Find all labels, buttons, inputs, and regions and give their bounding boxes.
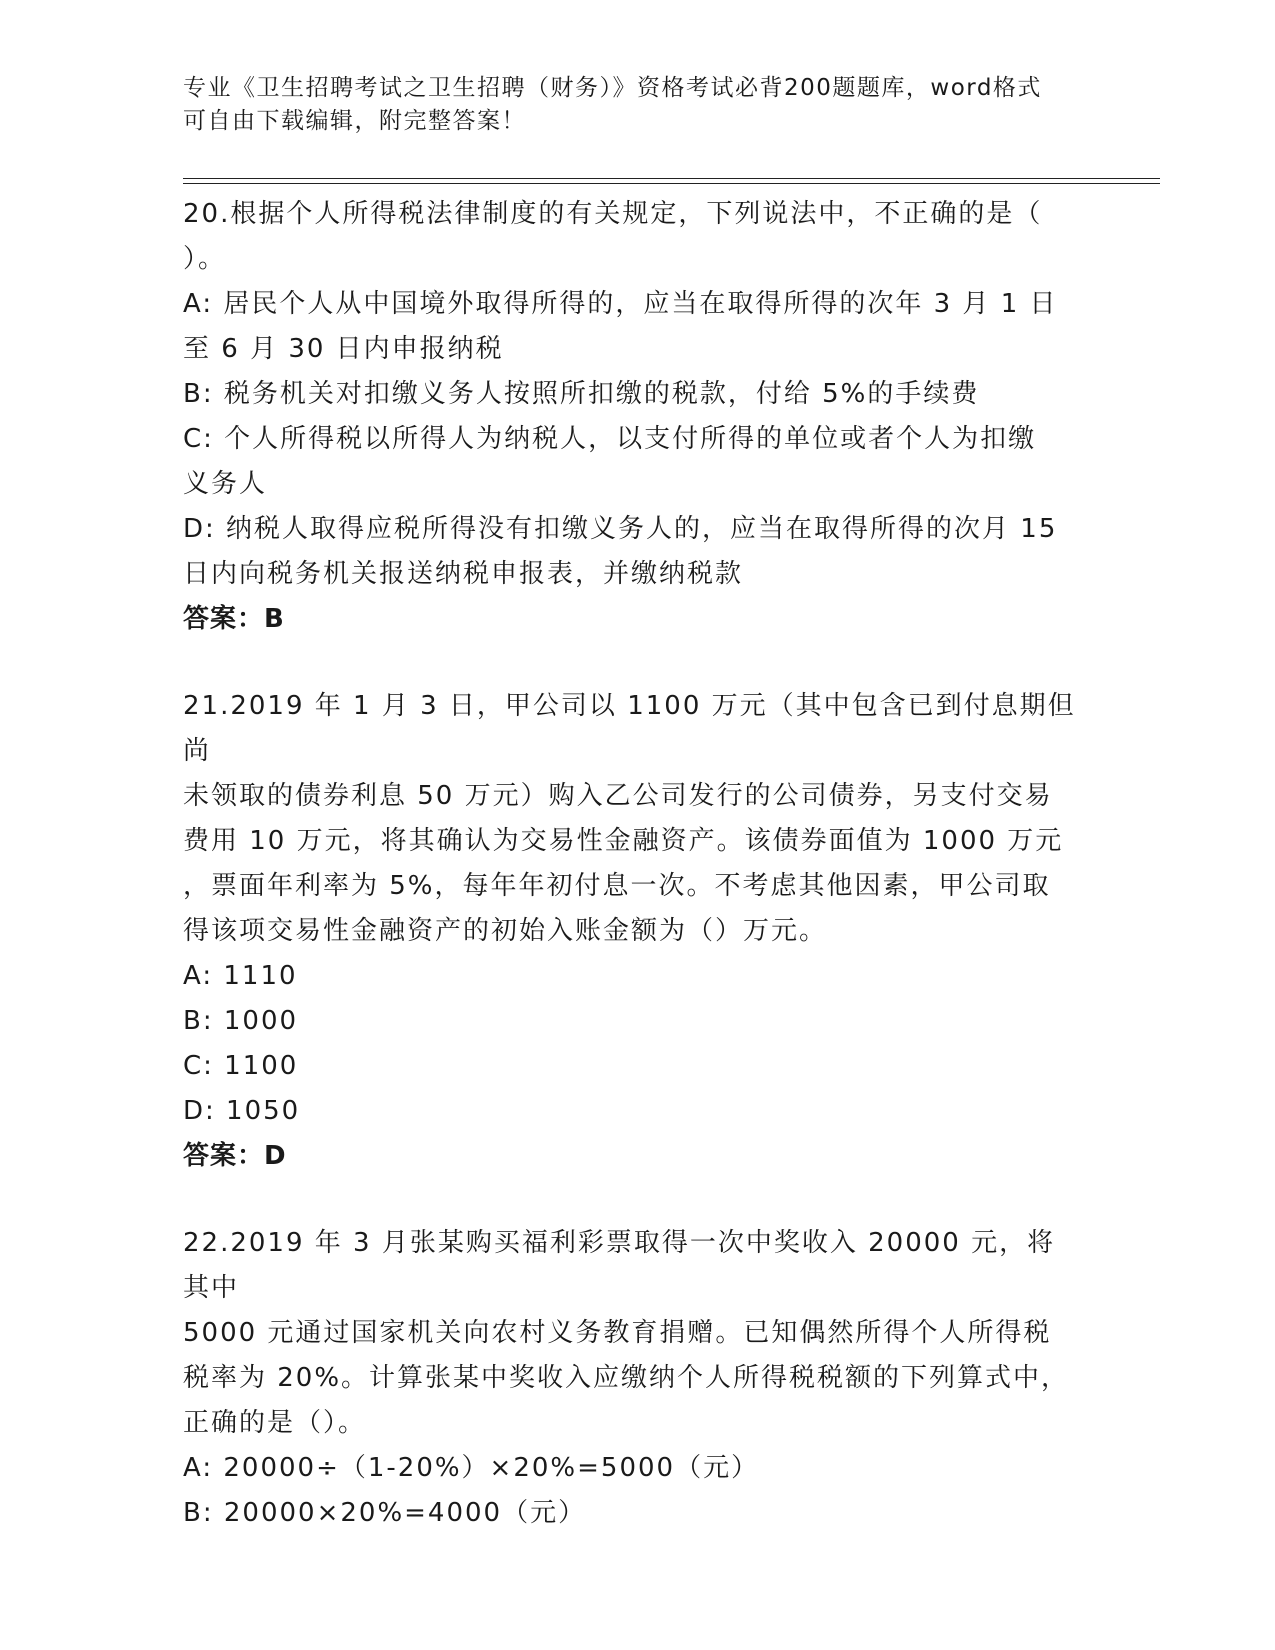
header-divider-top	[183, 178, 1160, 179]
answer-label: 答案：D	[183, 1141, 287, 1171]
header-line-1: 专业《卫生招聘考试之卫生招聘（财务）》资格考试必背200题题库，word格式	[183, 75, 1042, 101]
document-header	[183, 72, 1063, 138]
option-b-line: B: 1000	[183, 1006, 299, 1036]
option-c-line: C: 1100	[183, 1051, 299, 1081]
option-a-line: 至 6 月 30 日内申报纳税	[183, 334, 504, 364]
question-text-line: ）。	[183, 244, 227, 274]
option-a-line: A: 20000÷（1-20%）×20%=5000（元）	[183, 1453, 760, 1483]
option-b-line: B: 20000×20%=4000（元）	[183, 1498, 587, 1528]
option-b-line: B: 税务机关对扣缴义务人按照所扣缴的税款，付给 5%的手续费	[183, 379, 980, 409]
question-text-line: 20.根据个人所得税法律制度的有关规定，下列说法中，不正确的是（	[183, 199, 1043, 229]
question-spacer	[183, 1179, 1083, 1221]
answer-label: 答案：B	[183, 604, 285, 634]
question-text-line: 5000 元通过国家机关向农村义务教育捐赠。已知偶然所得个人所得税	[183, 1318, 1052, 1348]
question-text-line: 费用 10 万元，将其确认为交易性金融资产。该债券面值为 1000 万元	[183, 826, 1064, 856]
question-text-line: 21.2019 年 1 月 3 日，甲公司以 1100 万元（其中包含已到付息期但尚	[183, 691, 1076, 766]
question-20	[183, 192, 1083, 642]
option-d-line: 日内向税务机关报送纳税申报表，并缴纳税款	[183, 559, 744, 589]
option-d-line: D: 1050	[183, 1096, 301, 1126]
header-divider-bottom	[183, 183, 1160, 184]
question-text-line: 22.2019 年 3 月张某购买福利彩票取得一次中奖收入 20000 元，将其中	[183, 1228, 1056, 1303]
question-list	[183, 192, 1083, 1536]
question-22	[183, 1221, 1083, 1536]
question-spacer	[183, 642, 1083, 684]
option-d-line: D: 纳税人取得应税所得没有扣缴义务人的，应当在取得所得的次月 15	[183, 514, 1058, 544]
question-21	[183, 684, 1083, 1179]
question-text-line: 正确的是（）。	[183, 1408, 367, 1438]
question-text-line: ，票面年利率为 5%，每年年初付息一次。不考虑其他因素，甲公司取	[183, 871, 1051, 901]
question-text-line: 得该项交易性金融资产的初始入账金额为（）万元。	[183, 916, 828, 946]
option-c-line: 义务人	[183, 469, 268, 499]
question-text-line: 未领取的债券利息 50 万元）购入乙公司发行的公司债券，另支付交易	[183, 781, 1053, 811]
option-a-line: A: 1110	[183, 961, 298, 991]
header-line-2: 可自由下载编辑，附完整答案！	[183, 108, 526, 134]
option-c-line: C: 个人所得税以所得人为纳税人，以支付所得的单位或者个人为扣缴	[183, 424, 1037, 454]
option-a-line: A: 居民个人从中国境外取得所得的，应当在取得所得的次年 3 月 1 日	[183, 289, 1058, 319]
question-text-line: 税率为 20%。计算张某中奖收入应缴纳个人所得税税额的下列算式中，	[183, 1363, 1070, 1393]
